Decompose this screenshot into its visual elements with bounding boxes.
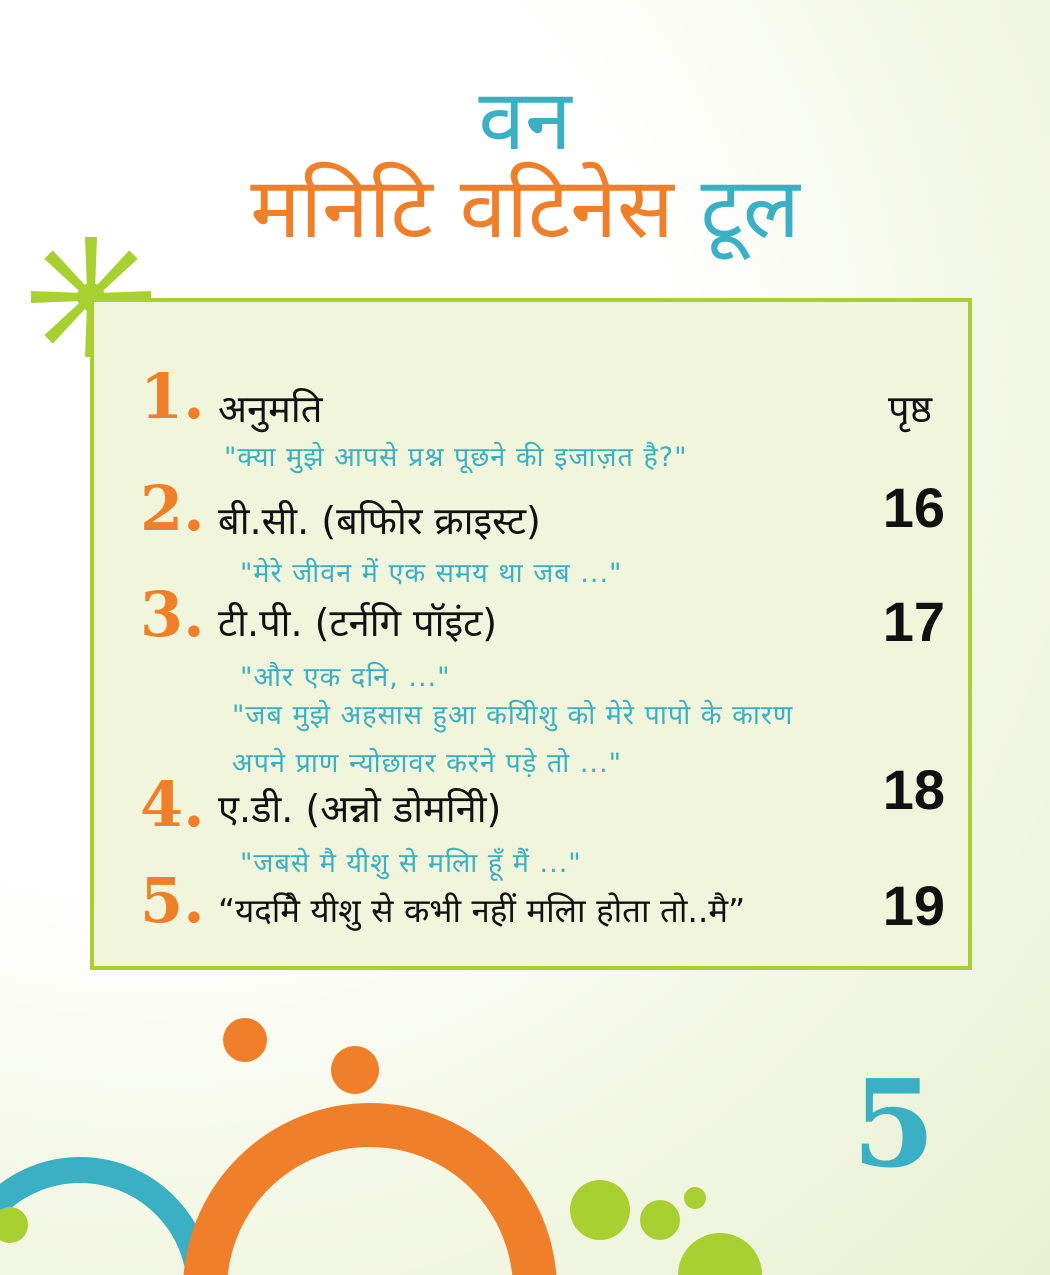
page-column-header: पृष्ठ — [888, 387, 932, 431]
item-5-page: 19 — [882, 874, 945, 937]
title-teal-part: टूल — [700, 159, 800, 257]
item-4-quote: "जबसे मै यीशु से मलिा हूँ मैं ..." — [240, 848, 582, 879]
item-5-number: 5. — [140, 864, 205, 937]
item-5-label: “यदमिै यीशु से कभी नहीं मलिा होता तो..मै” — [218, 891, 746, 930]
item-4-page: 18 — [882, 758, 945, 821]
item-3-quote-line3: अपने प्राण न्योछावर करने पड़े तो ..." — [232, 748, 623, 779]
item-4-number: 4. — [140, 768, 205, 841]
item-2-label: बी.सी. (बफिोर क्राइस्ट) — [218, 499, 541, 543]
item-3-label: टी.पी. (टर्नगि पॉइंट) — [218, 601, 498, 645]
item-3-quote: "और एक दनि, ..." — [240, 662, 451, 693]
item-1-label: अनुमति — [218, 387, 323, 431]
item-2-number: 2. — [140, 472, 205, 545]
item-1-number: 1. — [140, 360, 205, 433]
item-3-quote-line2: "जब मुझे अहसास हुआ कयिीशु को मेरे पापो के कारण — [232, 700, 794, 731]
title-line-1: वन — [478, 71, 572, 169]
item-2-quote: "मेरे जीवन में एक समय था जब ..." — [240, 558, 623, 589]
item-3-page: 17 — [882, 590, 945, 653]
title-orange-part: मनिटि वटिनेस — [250, 159, 674, 257]
corner-page-number: 5 — [852, 1054, 936, 1195]
item-1-quote: "क्या मुझे आपसे प्रश्न पूछने की इजाज़त है?" — [224, 442, 688, 473]
item-3-number: 3. — [140, 578, 205, 651]
item-2-page: 16 — [882, 476, 945, 539]
item-4-label: ए.डी. (अन्नो डोमनिी) — [218, 787, 502, 831]
title-line-2 — [0, 158, 1050, 258]
